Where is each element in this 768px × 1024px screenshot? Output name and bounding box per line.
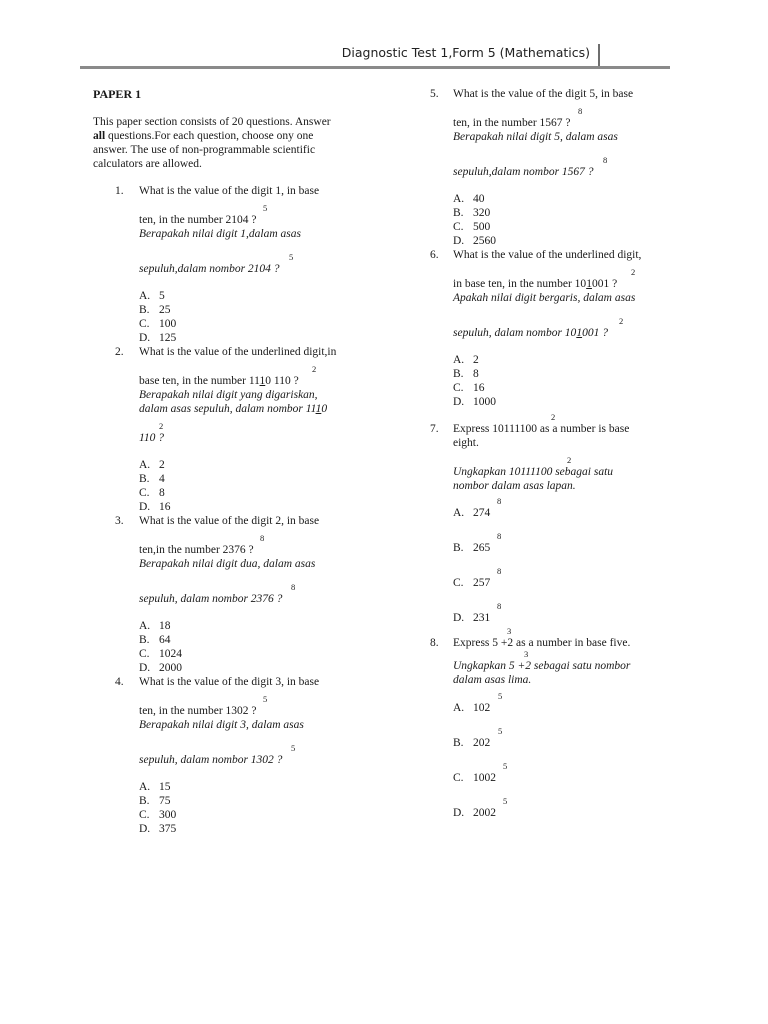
option-a[interactable]: A. 15 xyxy=(139,781,171,793)
base-subscript: 2 xyxy=(312,364,317,374)
question-text-ms: sepuluh,dalam nombor 1567 ? xyxy=(453,166,594,178)
question-8 xyxy=(430,627,675,820)
intro-line: questions.For each question, choose ony one xyxy=(108,130,314,142)
intro-line: calculators are allowed. xyxy=(93,158,202,170)
question-text-en: Express 5 +2 as a number in base five. xyxy=(453,637,631,649)
question-number: 4. xyxy=(115,676,124,688)
option-d[interactable]: D. 125 xyxy=(139,332,177,344)
option-b[interactable]: B. 75 xyxy=(139,795,171,807)
question-2 xyxy=(93,345,373,514)
question-text-en: What is the value of the underlined digit, xyxy=(453,249,642,261)
option-d[interactable]: D. 2002 xyxy=(453,807,496,819)
base-subscript: 8 xyxy=(497,531,502,541)
question-text-en: What is the value of the digit 5, in base xyxy=(453,88,634,100)
question-text-en: ten, in the number 2104 ? xyxy=(139,214,257,226)
base-subscript: 5 xyxy=(498,691,503,701)
question-text-ms: Berapakah nilai digit 5, dalam asas xyxy=(453,131,618,143)
base-subscript: 3 xyxy=(507,626,512,636)
question-text-ms: Berapakah nilai digit dua, dalam asas xyxy=(139,558,316,570)
option-a[interactable]: A. 40 xyxy=(453,193,485,205)
question-text-ms: sepuluh, dalam nombor 2376 ? xyxy=(139,593,283,605)
question-number: 5. xyxy=(430,88,439,100)
question-text-en: ten, in the number 1302 ? xyxy=(139,705,257,717)
option-a[interactable]: A. 2 xyxy=(453,354,479,366)
answer-options xyxy=(139,458,373,514)
intro-line: answer. The use of non-programmable scientific xyxy=(93,144,316,156)
option-c[interactable]: C. 300 xyxy=(139,809,177,821)
intro-bold: all xyxy=(93,130,106,142)
option-a[interactable]: A. 102 xyxy=(453,702,491,714)
question-text-ms: Berapakah nilai digit 3, dalam asas xyxy=(139,719,304,731)
question-text-en: ten, in the number 1567 ? xyxy=(453,117,571,129)
base-subscript: 2 xyxy=(159,421,164,431)
question-text-en: eight. xyxy=(453,437,479,449)
intro-line: This paper section consists of 20 questions. Answer xyxy=(93,116,331,128)
answer-options xyxy=(453,497,675,625)
option-b[interactable]: B. 8 xyxy=(453,368,479,380)
option-b[interactable]: B. 202 xyxy=(453,737,491,749)
base-subscript: 8 xyxy=(497,496,502,506)
base-subscript: 8 xyxy=(291,582,296,592)
question-text-en: What is the value of the digit 1, in base xyxy=(139,185,320,197)
option-d[interactable]: D. 375 xyxy=(139,823,177,835)
header-title: Diagnostic Test 1,Form 5 (Mathematics) xyxy=(341,45,590,60)
question-text-en: in base ten, in the number 101001 ? xyxy=(453,278,618,290)
base-subscript: 5 xyxy=(498,726,503,736)
option-c[interactable]: C. 1024 xyxy=(139,648,182,660)
option-c[interactable]: C. 100 xyxy=(139,318,177,330)
base-subscript: 8 xyxy=(497,566,502,576)
question-text-ms: Ungkapkan 5 +2 sebagai satu nombor xyxy=(453,660,631,672)
question-text-en: base ten, in the number 1110 110 ? xyxy=(139,375,299,387)
question-text-ms: Berapakah nilai digit yang digariskan, xyxy=(139,389,318,401)
base-subscript: 5 xyxy=(503,761,508,771)
paper-title: PAPER 1 xyxy=(93,87,142,101)
base-subscript: 5 xyxy=(503,796,508,806)
option-d[interactable]: D. 231 xyxy=(453,612,491,624)
question-text-ms: 110 ? xyxy=(139,432,165,444)
question-text-en: What is the value of the underlined digit,in xyxy=(139,346,337,358)
question-7 xyxy=(430,413,675,625)
underlined-digit: 1 xyxy=(315,403,322,415)
question-text-ms: Berapakah nilai digit 1,dalam asas xyxy=(139,228,301,240)
base-subscript: 8 xyxy=(578,106,583,116)
answer-options xyxy=(453,353,675,409)
option-a[interactable]: A. 2 xyxy=(139,459,165,471)
option-d[interactable]: D. 2560 xyxy=(453,235,496,247)
base-subscript: 2 xyxy=(567,455,572,465)
paper-instructions xyxy=(93,115,368,171)
question-text-ms: sepuluh, dalam nombor 101001 ? xyxy=(453,327,608,339)
question-text-en: What is the value of the digit 2, in base xyxy=(139,515,320,527)
option-b[interactable]: B. 4 xyxy=(139,473,165,485)
question-text-ms: Apakah nilai digit bergaris, dalam asas xyxy=(453,292,636,304)
base-subscript: 5 xyxy=(291,743,296,753)
base-subscript: 2 xyxy=(619,316,624,326)
question-text-ms: sepuluh,dalam nombor 2104 ? xyxy=(139,263,280,275)
question-text-ms: Ungkapkan 10111100 sebagai satu xyxy=(453,466,614,478)
answer-options xyxy=(139,780,373,836)
base-subscript: 3 xyxy=(524,649,529,659)
option-b[interactable]: B. 320 xyxy=(453,207,491,219)
option-d[interactable]: D. 16 xyxy=(139,501,171,513)
page-header xyxy=(80,44,670,69)
base-subscript: 8 xyxy=(497,601,502,611)
option-d[interactable]: D. 1000 xyxy=(453,396,496,408)
question-5 xyxy=(430,87,675,248)
left-column xyxy=(93,87,373,836)
option-b[interactable]: B. 64 xyxy=(139,634,171,646)
base-subscript: 5 xyxy=(263,694,268,704)
question-text-en: ten,in the number 2376 ? xyxy=(139,544,254,556)
question-number: 8. xyxy=(430,637,439,649)
base-subscript: 8 xyxy=(603,155,608,165)
option-c[interactable]: C. 16 xyxy=(453,382,485,394)
option-a[interactable]: A. 274 xyxy=(453,507,491,519)
base-subscript: 5 xyxy=(289,252,294,262)
question-text-en: Express 10111100 as a number is base xyxy=(453,423,630,435)
question-number: 2. xyxy=(115,346,124,358)
question-text-ms: dalam asas sepuluh, dalam nombor 1110 xyxy=(139,403,328,415)
option-a[interactable]: A. 18 xyxy=(139,620,171,632)
option-b[interactable]: B. 25 xyxy=(139,304,171,316)
answer-options xyxy=(139,289,373,345)
right-column xyxy=(430,87,675,820)
question-number: 3. xyxy=(115,515,124,527)
base-subscript: 2 xyxy=(631,267,636,277)
base-subscript: 2 xyxy=(551,412,556,422)
header-divider xyxy=(598,44,600,66)
question-6 xyxy=(430,248,675,409)
option-d[interactable]: D. 2000 xyxy=(139,662,182,674)
underlined-digit: 1 xyxy=(259,375,266,387)
option-c[interactable]: C. 8 xyxy=(139,487,165,499)
option-c[interactable]: C. 257 xyxy=(453,577,491,589)
answer-options xyxy=(453,192,675,248)
option-c[interactable]: C. 500 xyxy=(453,221,491,233)
question-number: 6. xyxy=(430,249,439,261)
question-text-ms: sepuluh, dalam nombor 1302 ? xyxy=(139,754,283,766)
option-c[interactable]: C. 1002 xyxy=(453,772,496,784)
question-text-en: What is the value of the digit 3, in base xyxy=(139,676,320,688)
underlined-digit: 1 xyxy=(586,278,592,290)
answer-options xyxy=(139,619,373,675)
question-text-ms: nombor dalam asas lapan. xyxy=(453,480,576,492)
question-1 xyxy=(93,184,373,345)
answer-options xyxy=(453,692,675,820)
base-subscript: 8 xyxy=(260,533,265,543)
question-number: 7. xyxy=(430,423,439,435)
question-4 xyxy=(93,675,373,836)
option-b[interactable]: B. 265 xyxy=(453,542,491,554)
option-a[interactable]: A. 5 xyxy=(139,290,165,302)
question-text-ms: dalam asas lima. xyxy=(453,674,532,686)
underlined-digit: 1 xyxy=(576,327,583,339)
base-subscript: 5 xyxy=(263,203,268,213)
question-3 xyxy=(93,514,373,675)
question-number: 1. xyxy=(115,185,124,197)
